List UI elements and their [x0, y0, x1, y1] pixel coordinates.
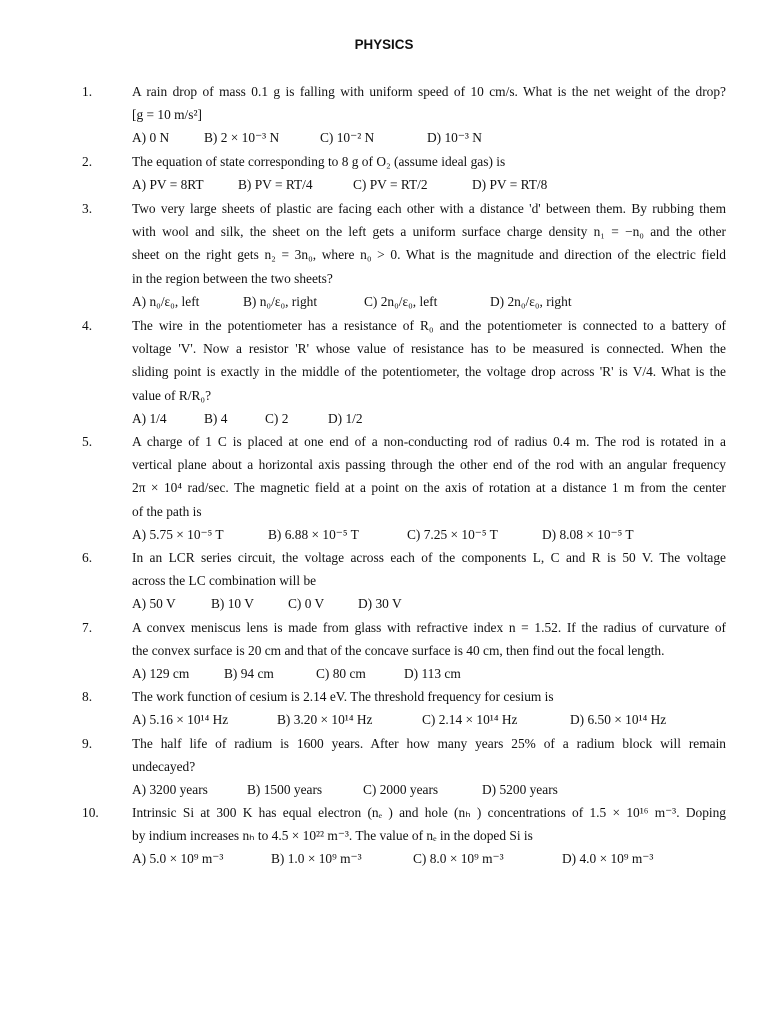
option-b: B) PV = RT/4 — [238, 177, 313, 193]
option-d: D) 8.08 × 10⁻⁵ T — [542, 526, 634, 542]
question-text-line: The work function of cesium is 2.14 eV. The threshold frequency for cesium is — [132, 689, 554, 704]
option-a: A) 5.16 × 10¹⁴ Hz — [132, 712, 229, 728]
option-c: C) 8.0 × 10⁹ m⁻³ — [413, 851, 504, 867]
options-row — [132, 778, 726, 801]
question-number: 8. — [82, 689, 93, 704]
option-b: B) 2 × 10⁻³ N — [204, 130, 280, 146]
option-b: B) 10 V — [211, 596, 254, 612]
option-a: A) 1/4 — [132, 410, 167, 426]
options-row — [132, 523, 726, 546]
options-row — [132, 407, 726, 430]
question-number: 3. — [82, 201, 93, 216]
question-number: 1. — [82, 84, 93, 99]
options-row — [132, 662, 726, 685]
option-d: D) 5200 years — [482, 782, 558, 798]
option-d: D) 1/2 — [328, 410, 363, 426]
question-text-line: The wire in the potentiometer has a resistance of R₀ and the potentiometer is connected to a battery of — [132, 318, 726, 333]
option-a: A) PV = 8RT — [132, 177, 204, 193]
question-number: 9. — [82, 736, 93, 751]
options-row — [132, 592, 726, 615]
option-a: A) n₀/ε₀, left — [132, 293, 200, 309]
question-text-line: Two very large sheets of plastic are facing each other with a distance 'd' between them. By rubbing them — [132, 201, 726, 216]
question-text-line: 2π × 10⁴ rad/sec. The magnetic field at a point on the axis of rotation at a distance 1 m from the center — [132, 480, 726, 496]
option-c: C) 2 — [265, 410, 289, 426]
question-text-line: [g = 10 m/s²] — [132, 107, 202, 123]
options-row — [132, 290, 726, 313]
option-c: C) PV = RT/2 — [353, 177, 428, 193]
option-c: C) 0 V — [288, 596, 325, 612]
page-title: PHYSICS — [354, 37, 414, 52]
question-text-line: voltage 'V'. Now a resistor 'R' whose value of resistance has to be measured is connected. When the — [132, 341, 726, 357]
question-number: 2. — [82, 154, 93, 169]
option-a: A) 3200 years — [132, 782, 208, 798]
option-b: B) 4 — [204, 410, 228, 426]
question-text-line: A charge of 1 C is placed at one end of a non-conducting rod of radius 0.4 m. The rod is rotated in a — [132, 434, 726, 449]
question-text-line: Intrinsic Si at 300 K has equal electron (nₑ ) and hole (nₕ ) concentrations of 1.5 × 10¹⁶ m⁻³. Doping — [132, 805, 726, 820]
question-text-line: A convex meniscus lens is made from glass with refractive index n = 1.52. If the radius of curvature of — [132, 620, 726, 635]
options-row — [132, 708, 726, 731]
option-a: A) 129 cm — [132, 666, 190, 682]
question-text-line: vertical plane about a horizontal axis passing through the other end of the rod with an angular frequency — [132, 457, 726, 473]
question-text-line: across the LC combination will be — [132, 573, 317, 589]
option-b: B) 94 cm — [224, 666, 274, 682]
option-b: B) 1.0 × 10⁹ m⁻³ — [271, 851, 362, 867]
question-text-line: of the path is — [132, 503, 202, 519]
option-c: C) 10⁻² N — [320, 130, 375, 146]
option-c: C) 80 cm — [316, 666, 366, 682]
option-a: A) 5.0 × 10⁹ m⁻³ — [132, 851, 224, 867]
option-d: D) PV = RT/8 — [472, 177, 548, 193]
option-c: C) 2000 years — [363, 782, 439, 798]
question-number: 6. — [82, 550, 93, 565]
question-number: 10. — [82, 805, 99, 820]
option-b: B) 6.88 × 10⁻⁵ T — [268, 526, 359, 542]
question-text-line: sheet on the right gets n₂ = 3n₀, where n₀ > 0. What is the magnitude and direction of the electric field — [132, 247, 726, 263]
option-d: D) 30 V — [358, 596, 402, 612]
question-text-line: In an LCR series circuit, the voltage across each of the components L, C and R is 50 V. The voltage — [132, 550, 726, 565]
question-text-line: with wool and silk, the sheet on the left gets a uniform surface charge density n₁ = −n₀ and the other — [132, 224, 726, 240]
option-c: C) 2.14 × 10¹⁴ Hz — [422, 712, 518, 728]
option-c: C) 7.25 × 10⁻⁵ T — [407, 526, 498, 542]
question-text-line: The equation of state corresponding to 8 g of O₂ (assume ideal gas) is — [132, 154, 506, 169]
question-text-line: by indium increases nₕ to 4.5 × 10²² m⁻³. The value of nₑ in the doped Si is — [132, 828, 533, 844]
option-a: A) 5.75 × 10⁻⁵ T — [132, 526, 224, 542]
question-text-line: A rain drop of mass 0.1 g is falling with uniform speed of 10 cm/s. What is the net weight of the drop? — [132, 84, 726, 99]
question-number: 7. — [82, 620, 93, 635]
question-text-line: sliding point is exactly in the middle of the potentiometer, the voltage drop across 'R' is V/4. What is the — [132, 364, 726, 380]
option-d: D) 113 cm — [404, 666, 461, 682]
option-b: B) 1500 years — [247, 782, 323, 798]
question-text-line: The half life of radium is 1600 years. After how many years 25% of a radium block will remain — [132, 736, 726, 751]
question-text-line: in the region between the two sheets? — [132, 270, 333, 286]
question-number: 5. — [82, 434, 93, 449]
option-c: C) 2n₀/ε₀, left — [364, 293, 438, 309]
options-row — [132, 847, 726, 870]
options-row — [132, 126, 726, 149]
option-a: A) 0 N — [132, 130, 170, 146]
option-a: A) 50 V — [132, 596, 176, 612]
options-row — [132, 173, 726, 196]
option-d: D) 2n₀/ε₀, right — [490, 293, 572, 309]
option-b: B) 3.20 × 10¹⁴ Hz — [277, 712, 373, 728]
option-d: D) 6.50 × 10¹⁴ Hz — [570, 712, 667, 728]
option-d: D) 4.0 × 10⁹ m⁻³ — [562, 851, 654, 867]
question-text-line: the convex surface is 20 cm and that of the concave surface is 40 cm, then find out the focal length. — [132, 643, 665, 659]
question-text-line: value of R/R₀? — [132, 387, 212, 403]
option-d: D) 10⁻³ N — [427, 130, 482, 146]
question-number: 4. — [82, 318, 93, 333]
question-text-line: undecayed? — [132, 759, 196, 775]
option-b: B) n₀/ε₀, right — [243, 293, 318, 309]
